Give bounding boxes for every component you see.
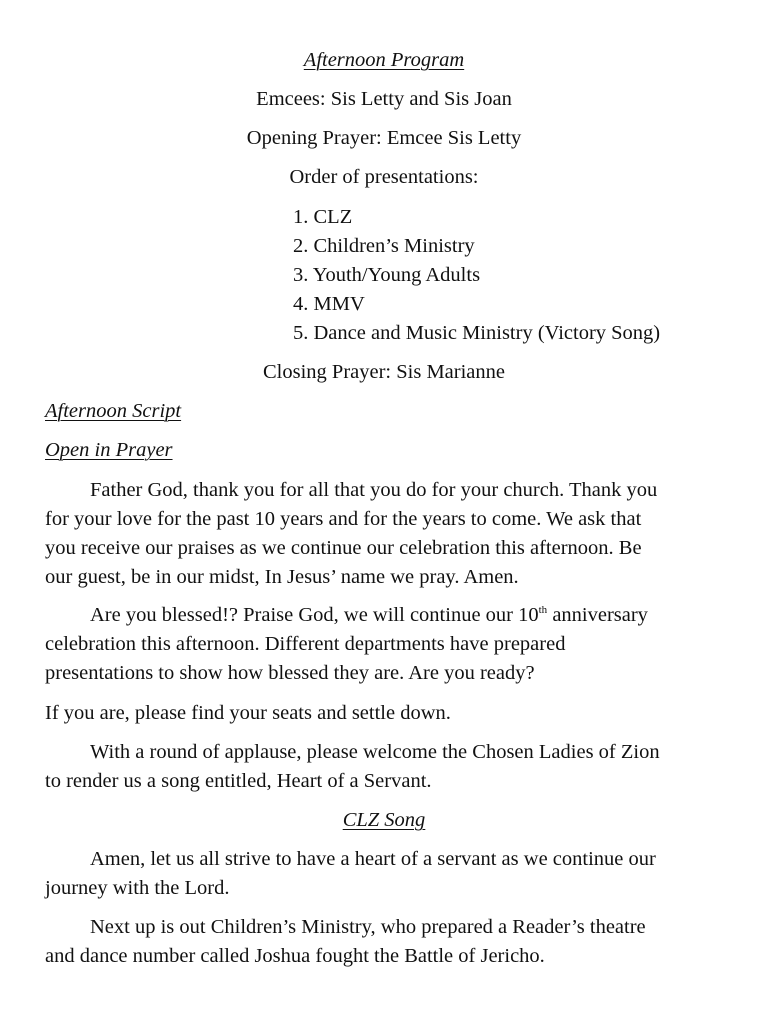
clz-song-heading: CLZ Song: [342, 809, 426, 831]
opening-prayer-line: Opening Prayer: Emcee Sis Letty: [246, 127, 522, 149]
blessed-line: celebration this afternoon. Different departments have prepared: [45, 633, 566, 655]
script-title: Afternoon Script: [45, 400, 182, 422]
prayer-line: you receive our praises as we continue our celebration this afternoon. Be: [45, 537, 642, 559]
next-up-paragraph: [45, 913, 725, 971]
emcees-line: Emcees: Sis Letty and Sis Joan: [256, 88, 512, 110]
applause-line: With a round of applause, please welcome the Chosen Ladies of Zion: [90, 741, 660, 763]
order-label: Order of presentations:: [289, 166, 479, 188]
prayer-paragraph: [45, 476, 725, 592]
blessed-text: anniversary: [547, 604, 648, 626]
servant-line: journey with the Lord.: [45, 877, 230, 899]
servant-line: Amen, let us all strive to have a heart of a servant as we continue our: [90, 848, 656, 870]
presentation-item: 1. CLZ: [293, 206, 353, 228]
program-title: Afternoon Program: [303, 49, 465, 71]
presentation-item: 5. Dance and Music Ministry (Victory Song): [293, 322, 661, 344]
next-up-line: and dance number called Joshua fought the Battle of Jericho.: [45, 945, 545, 967]
presentation-item: 4. MMV: [293, 293, 365, 315]
presentation-list: [293, 203, 660, 348]
blessed-paragraph: [45, 601, 725, 688]
ordinal-suffix: th: [538, 604, 548, 616]
next-up-line: Next up is out Children’s Ministry, who prepared a Reader’s theatre: [90, 916, 646, 938]
seats-line: If you are, please find your seats and settle down.: [45, 702, 451, 724]
presentation-item: 3. Youth/Young Adults: [293, 264, 481, 286]
closing-prayer-line: Closing Prayer: Sis Marianne: [263, 361, 505, 383]
servant-paragraph: [45, 845, 725, 903]
blessed-text: Are you blessed!? Praise God, we will continue our 10: [90, 604, 539, 626]
applause-paragraph: [45, 738, 725, 796]
blessed-line: [45, 601, 725, 630]
open-prayer-heading: Open in Prayer: [45, 439, 173, 461]
applause-line: to render us a song entitled, Heart of a Servant.: [45, 770, 432, 792]
blessed-line: presentations to show how blessed they are. Are you ready?: [45, 662, 535, 684]
prayer-line: our guest, be in our midst, In Jesus’ name we pray. Amen.: [45, 566, 519, 588]
prayer-line: Father God, thank you for all that you do for your church. Thank you: [90, 479, 658, 501]
presentation-item: 2. Children’s Ministry: [293, 235, 475, 257]
prayer-line: for your love for the past 10 years and for the years to come. We ask that: [45, 508, 642, 530]
